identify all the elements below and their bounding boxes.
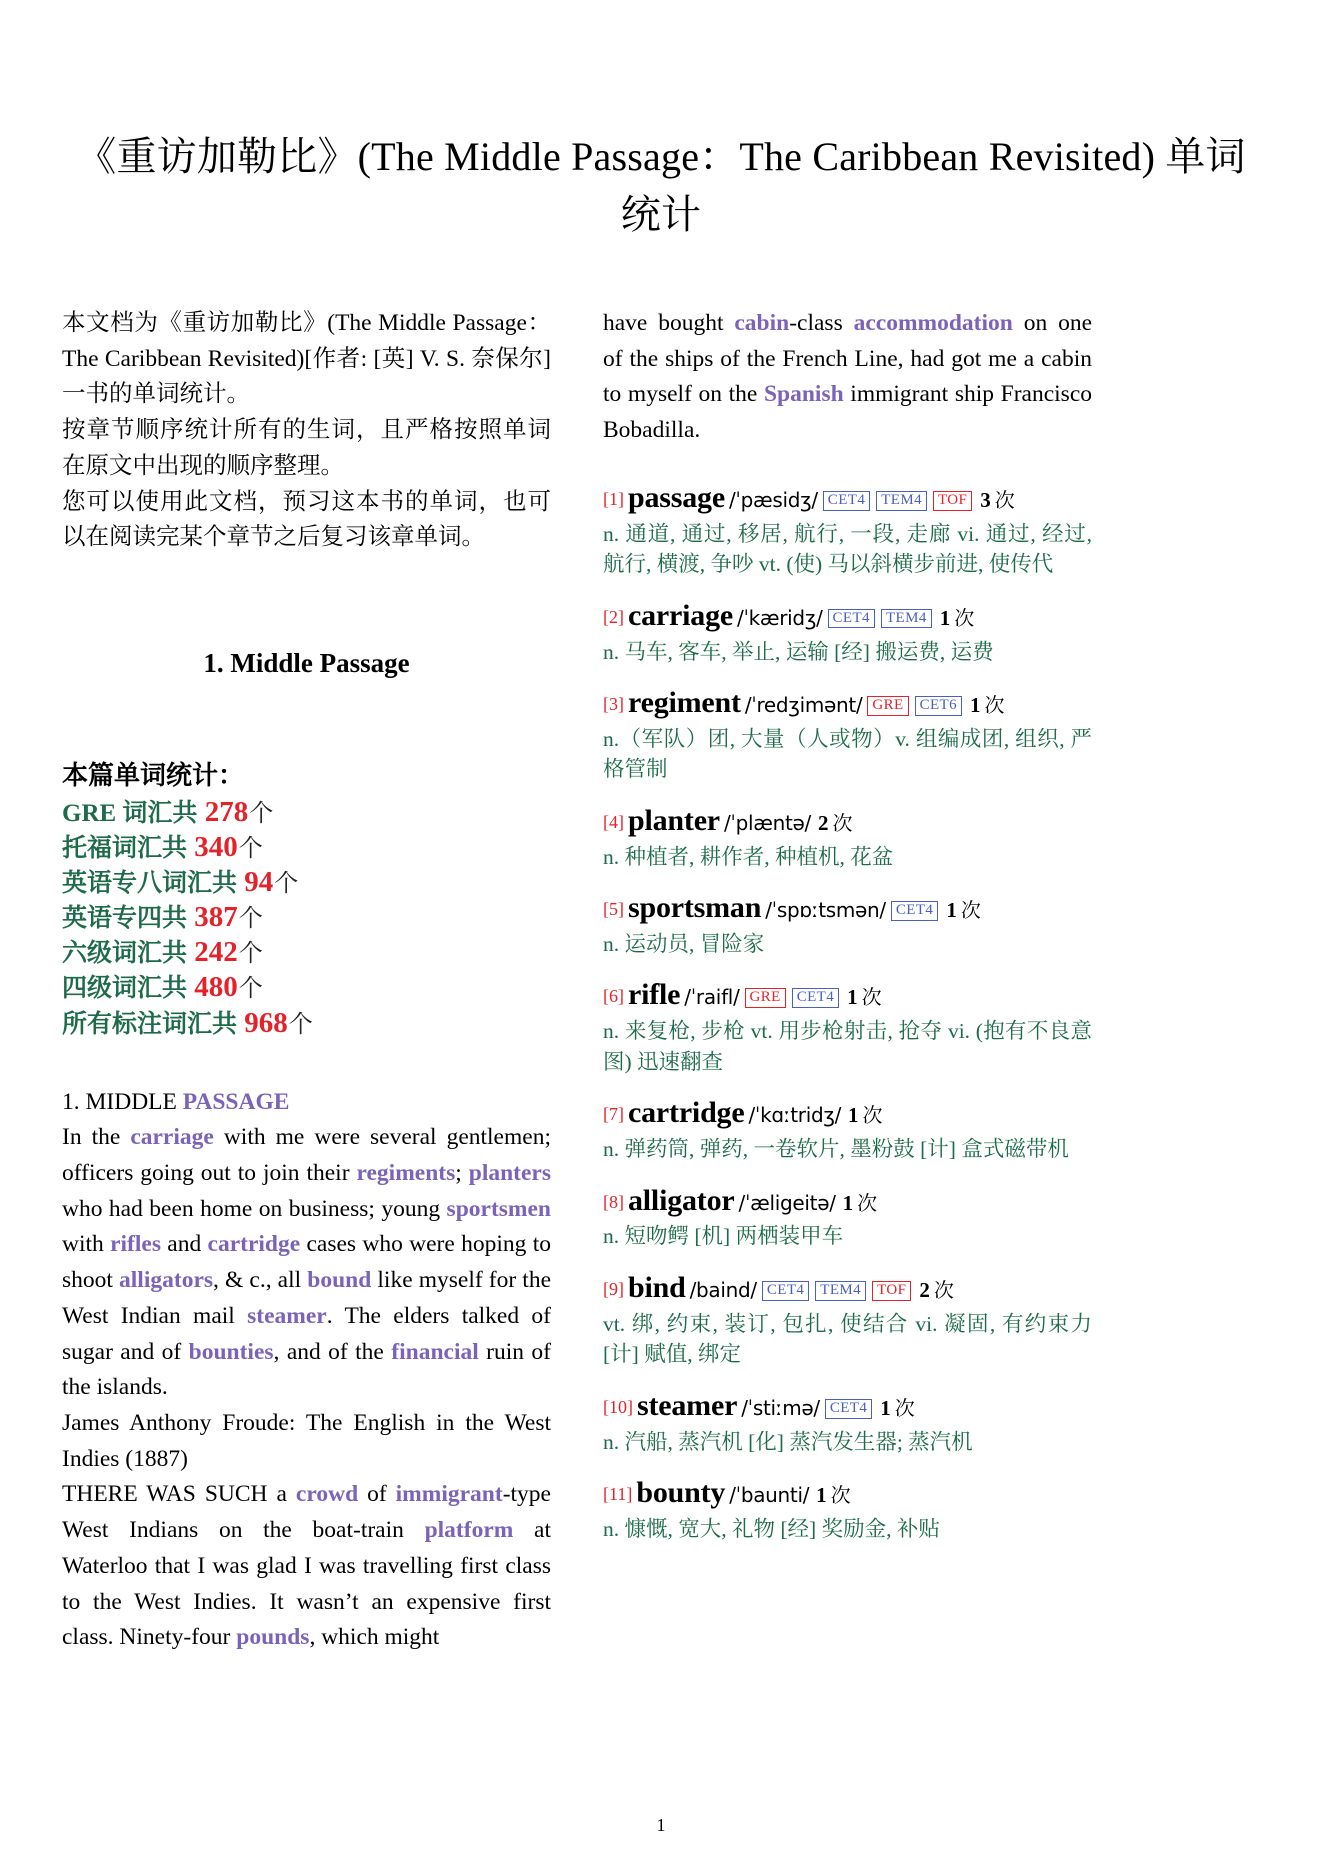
vocab-word-platform: platform <box>424 1517 514 1544</box>
vocab-word-carriage: carriage <box>130 1124 214 1151</box>
vocab-word-cartridge: cartridge <box>207 1231 301 1258</box>
entry-headword[interactable]: carriage <box>628 598 733 632</box>
entry-pronunciation: /ˈraifl/ <box>684 985 740 1010</box>
exam-tag-badge: CET4 <box>825 1399 872 1419</box>
statistic-unit: 个 <box>238 906 263 933</box>
entry-header <box>603 976 1092 1014</box>
dictionary-entry <box>603 684 1092 785</box>
statistic-row <box>62 795 551 830</box>
exam-tag-badge: GRE <box>867 696 908 716</box>
entry-pronunciation: /ˈæligeitə/ <box>738 1190 836 1215</box>
dictionary-entry-list <box>603 479 1092 1545</box>
statistic-label: 托福词汇共 <box>62 835 194 863</box>
dictionary-entry <box>603 889 1092 959</box>
exam-tag-badge: CET4 <box>762 1281 809 1301</box>
entry-definition: vt. 绑, 约束, 装订, 包扎, 使结合 vi. 凝固, 有约束力 [计] 赋值, 绑定 <box>603 1311 1092 1367</box>
statistic-value: 340 <box>194 831 238 864</box>
entry-headword[interactable]: steamer <box>637 1388 738 1422</box>
vocab-word-sportsmen: sportsmen <box>446 1195 551 1222</box>
entry-occurrence-count: 2 <box>919 1277 930 1302</box>
entry-occurrence-count: 1 <box>816 1483 827 1508</box>
statistic-label: 英语专四共 <box>62 905 194 933</box>
statistic-label: 所有标注词汇共 <box>62 1010 244 1038</box>
entry-headword[interactable]: passage <box>628 480 725 514</box>
statistic-row <box>62 935 551 970</box>
intro-line-1: 本文档为《重访加勒比》(The Middle Passage：The Caribbean Revisited)[作者: [英] V. S. 奈保尔] 一书的单词统计。 <box>62 310 551 408</box>
entry-occurrence-count: 2 <box>817 810 829 835</box>
statistic-row <box>62 830 551 865</box>
entry-definition: n. 慷慨, 宽大, 礼物 [经] 奖励金, 补贴 <box>603 1516 940 1541</box>
exam-tag-badge: CET4 <box>828 609 875 629</box>
statistic-value: 278 <box>204 796 249 829</box>
two-column-layout <box>62 306 1260 1656</box>
dictionary-entry <box>603 597 1092 667</box>
entry-occurrence-count: 1 <box>842 1190 854 1215</box>
statistic-row <box>62 1006 551 1041</box>
entry-definition: n. 种植者, 耕作者, 种植机, 花盆 <box>603 844 894 869</box>
page-title: 《重访加勒比》(The Middle Passage：The Caribbean Revisited) 单词统计 <box>76 134 1246 237</box>
statistics-list <box>62 795 551 1041</box>
body-heading <box>62 1085 551 1121</box>
entry-index: [4] <box>603 811 624 832</box>
entry-header <box>603 1094 1092 1132</box>
entry-headword[interactable]: sportsman <box>628 891 762 925</box>
intro-line-3: 您可以使用此文档，预习这本书的单词，也可以在阅读完某个章节之后复习该章单词。 <box>62 488 551 551</box>
entry-count-unit: 次 <box>960 900 981 923</box>
vocab-word-accommodation: accommodation <box>853 310 1013 336</box>
statistics-block <box>62 755 551 1041</box>
entry-index: [9] <box>603 1278 624 1299</box>
statistic-row <box>62 970 551 1005</box>
entry-pronunciation: /ˈkæridʒ/ <box>737 605 823 630</box>
dictionary-entry <box>603 1094 1092 1164</box>
entry-headword[interactable]: bind <box>628 1270 686 1304</box>
left-column <box>62 306 551 1656</box>
entry-count-unit: 次 <box>933 1279 954 1302</box>
exam-tag-badge: CET4 <box>823 491 870 511</box>
exam-tag-badge: GRE <box>745 988 786 1008</box>
vocab-word-cabin: cabin <box>734 310 790 336</box>
entry-pronunciation: /ˈkɑːtridʒ/ <box>748 1103 842 1128</box>
entry-count-unit: 次 <box>830 1485 851 1508</box>
body-text-block <box>62 1085 551 1657</box>
entry-index: [2] <box>603 606 624 627</box>
statistic-value: 387 <box>194 901 238 934</box>
entry-definition: n. 通道, 通过, 移居, 航行, 一段, 走廊 vi. 通过, 经过, 航行, 横渡, 争吵 vt. (使) 马以斜横步前进, 使传代 <box>603 521 1092 577</box>
statistic-value: 480 <box>194 971 238 1004</box>
exam-tag-badge: TOF <box>872 1281 911 1301</box>
exam-tag-badge: TEM4 <box>876 491 927 511</box>
entry-headword[interactable]: planter <box>628 803 720 837</box>
entry-pronunciation: /ˈspɒːtsmən/ <box>765 898 886 923</box>
intro-block <box>62 306 551 556</box>
entry-index: [10] <box>603 1396 633 1417</box>
entry-headword[interactable]: cartridge <box>628 1096 745 1130</box>
vocab-word-immigrant: immigrant <box>395 1481 503 1508</box>
entry-header <box>603 1269 1092 1307</box>
entry-header <box>603 597 1092 635</box>
vocab-word-alligators: alligators <box>119 1267 214 1294</box>
statistic-value: 242 <box>194 936 238 969</box>
vocab-word-regiments: regiments <box>356 1160 456 1187</box>
entry-pronunciation: /ˈredʒimənt/ <box>744 693 863 718</box>
vocab-word-bound: bound <box>307 1267 372 1294</box>
entry-pronunciation: /ˈpæsidʒ/ <box>728 487 818 512</box>
entry-definition: n.（军队）团, 大量（人或物）v. 组编成团, 组织, 严格管制 <box>603 726 1092 782</box>
statistic-unit: 个 <box>238 941 263 968</box>
body-heading-number: 1. MIDDLE <box>62 1088 183 1115</box>
dictionary-entry <box>603 479 1092 580</box>
entry-header <box>603 802 1092 840</box>
entry-headword[interactable]: alligator <box>628 1183 735 1217</box>
entry-header <box>603 684 1092 722</box>
entry-count-unit: 次 <box>984 695 1005 718</box>
entry-count-unit: 次 <box>861 987 882 1010</box>
body-paragraph-1: In the carriage with me were several gentlemen; officers going out to join their regiments; planters who had been home on business; young sportsmen with rifles and cartridge cases who were hoping to shoot alligators, & c., all bound like myself for the West Indian mail steamer. The elders talked of sugar and of bounties, and of the financial ruin of the islands. <box>62 1124 552 1401</box>
entry-definition: n. 弹药筒, 弹药, 一卷软片, 墨粉鼓 [计] 盒式磁带机 <box>603 1137 1069 1162</box>
vocab-word-bounties: bounties <box>188 1338 274 1365</box>
right-column <box>603 306 1092 1656</box>
entry-count-unit: 次 <box>857 1192 878 1215</box>
body-paragraph-2: THERE WAS SUCH a crowd of immigrant-type West Indians on the boat-train platform at Waterloo that I was glad I was travelling first class to the West Indies. It wasn’t an expensive first class. Ninety-four pounds, which might <box>62 1481 551 1651</box>
exam-tag-badge: TEM4 <box>881 609 932 629</box>
statistic-row <box>62 865 551 900</box>
entry-headword[interactable]: rifle <box>628 978 681 1012</box>
entry-headword[interactable]: bounty <box>636 1476 726 1510</box>
entry-index: [7] <box>603 1104 624 1125</box>
entry-count-unit: 次 <box>954 607 975 630</box>
entry-occurrence-count: 1 <box>880 1395 891 1420</box>
vocab-word-steamer: steamer <box>247 1302 327 1329</box>
section-heading: 1. Middle Passage <box>203 648 410 679</box>
dictionary-entry <box>603 802 1092 872</box>
exam-tag-badge: CET4 <box>792 988 839 1008</box>
dictionary-entry <box>603 1387 1092 1457</box>
statistic-value: 968 <box>244 1006 288 1039</box>
exam-tag-badge: TEM4 <box>815 1281 866 1301</box>
entry-header <box>603 479 1092 517</box>
entry-occurrence-count: 1 <box>970 693 981 718</box>
intro-line-2: 按章节顺序统计所有的生词，且严格按照单词在原文中出现的顺序整理。 <box>62 417 551 479</box>
vocab-word-financial: financial <box>391 1338 479 1365</box>
entry-occurrence-count: 1 <box>847 985 858 1010</box>
body-heading-highlight: PASSAGE <box>182 1088 290 1115</box>
statistics-title: 本篇单词统计： <box>62 761 245 791</box>
statistic-label: 六级词汇共 <box>62 940 194 968</box>
exam-tag-badge: TOF <box>933 491 972 511</box>
dictionary-entry <box>603 1182 1092 1252</box>
entry-index: [3] <box>603 694 624 715</box>
vocab-word-rifles: rifles <box>110 1231 161 1258</box>
vocab-word-pounds: pounds <box>236 1624 310 1651</box>
vocab-word-planters: planters <box>468 1160 551 1187</box>
entry-headword[interactable]: regiment <box>628 686 741 720</box>
entry-header <box>603 1182 1092 1220</box>
statistic-value: 94 <box>244 866 274 899</box>
entry-definition: n. 马车, 客车, 举止, 运输 [经] 搬运费, 运费 <box>603 639 994 664</box>
statistic-unit: 个 <box>274 871 299 898</box>
body-citation: James Anthony Froude: The English in the West Indies (1887) <box>62 1410 551 1472</box>
dictionary-entry <box>603 1269 1092 1370</box>
entry-index: [1] <box>603 488 624 509</box>
statistic-unit: 个 <box>238 836 263 863</box>
entry-pronunciation: /ˈstiːmə/ <box>741 1395 820 1420</box>
entry-definition: n. 短吻鳄 [机] 两栖装甲车 <box>603 1224 844 1249</box>
dictionary-entry <box>603 976 1092 1077</box>
statistic-label: 英语专八词汇共 <box>62 870 244 898</box>
entry-header <box>603 1474 1092 1512</box>
statistic-label: 四级词汇共 <box>62 975 194 1003</box>
entry-header <box>603 889 1092 927</box>
exam-tag-badge: CET4 <box>891 901 938 921</box>
entry-pronunciation: /ˈplæntə/ <box>723 810 811 835</box>
page-number: 1 <box>656 1815 666 1835</box>
statistic-unit: 个 <box>238 976 263 1003</box>
entry-index: [5] <box>603 899 624 920</box>
vocab-word-spanish: Spanish <box>763 381 844 408</box>
entry-header <box>603 1387 1092 1425</box>
entry-count-unit: 次 <box>994 489 1015 512</box>
entry-occurrence-count: 1 <box>939 605 951 630</box>
statistic-unit: 个 <box>288 1011 313 1038</box>
dictionary-entry <box>603 1474 1092 1544</box>
entry-occurrence-count: 1 <box>848 1103 859 1128</box>
entry-pronunciation: /baind/ <box>689 1277 757 1302</box>
entry-pronunciation: /ˈbaunti/ <box>729 1483 810 1508</box>
entry-index: [6] <box>603 986 624 1007</box>
exam-tag-badge: CET6 <box>915 696 962 716</box>
vocab-word-crowd: crowd <box>295 1481 359 1508</box>
entry-count-unit: 次 <box>894 1397 915 1420</box>
entry-definition: n. 来复枪, 步枪 vt. 用步枪射击, 抢夺 vi. (抱有不良意图) 迅速翻查 <box>603 1019 1092 1074</box>
entry-occurrence-count: 3 <box>980 487 991 512</box>
entry-definition: n. 运动员, 冒险家 <box>603 931 765 956</box>
entry-occurrence-count: 1 <box>946 898 957 923</box>
statistic-row <box>62 900 551 935</box>
statistic-unit: 个 <box>249 801 274 828</box>
entry-index: [8] <box>603 1191 624 1212</box>
entry-count-unit: 次 <box>862 1105 883 1128</box>
entry-definition: n. 汽船, 蒸汽机 [化] 蒸汽发生器; 蒸汽机 <box>603 1429 973 1454</box>
entry-index: [11] <box>603 1484 633 1505</box>
right-column-lead-paragraph: have bought cabin-class accommodation on one of the ships of the French Line, had got me a cabin to myself on the Spanish immigrant ship Francisco Bobadilla. <box>603 310 1093 444</box>
entry-count-unit: 次 <box>832 812 853 835</box>
statistic-label: GRE 词汇共 <box>62 800 204 828</box>
